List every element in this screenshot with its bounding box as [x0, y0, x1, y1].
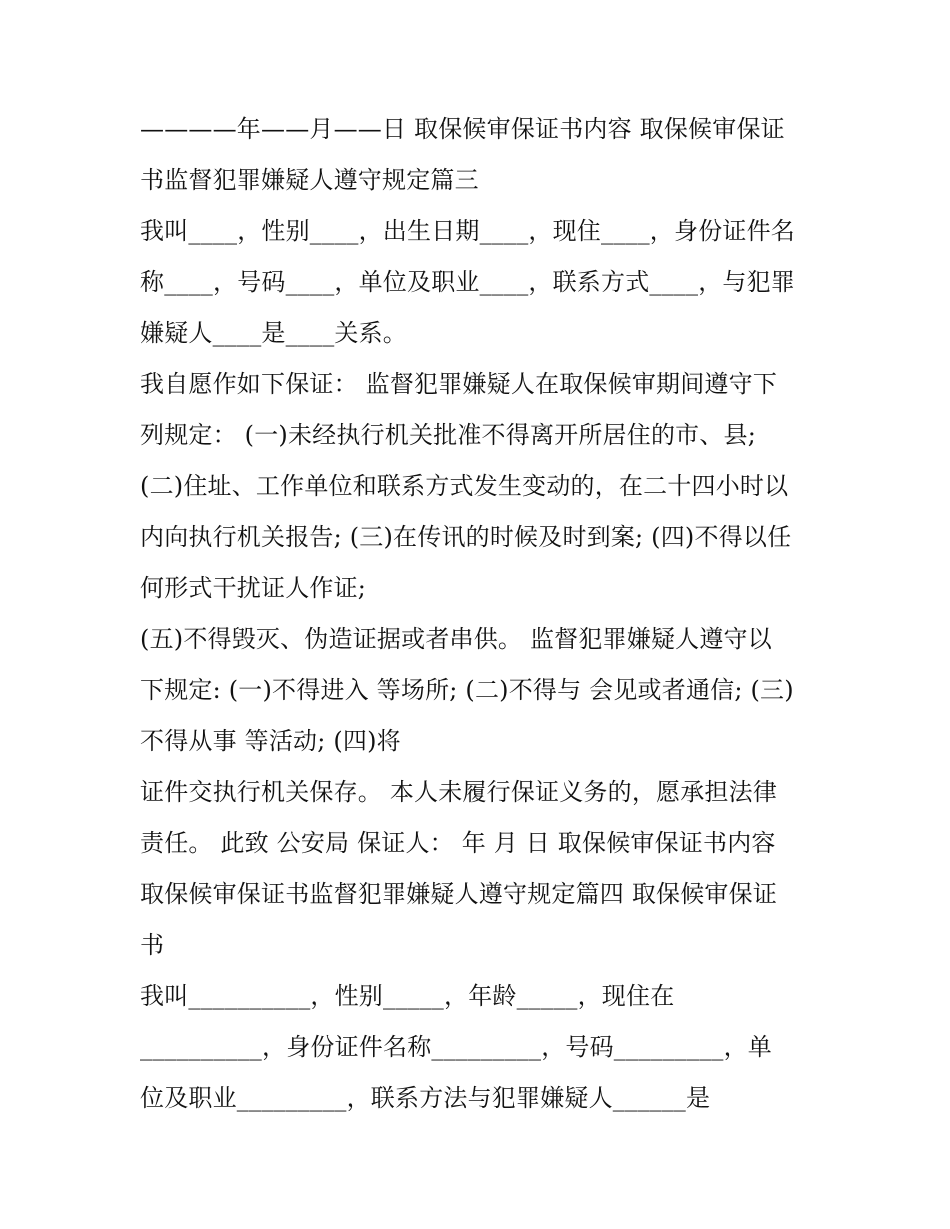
text-line: (五)不得毁灭、伪造证据或者串供。 监督犯罪嫌疑人遵守以 [140, 625, 772, 653]
text-line: 不得从事 等活动; (四)将 [140, 727, 401, 755]
text-line: 何形式干扰证人作证; [140, 574, 367, 602]
text-line: 位及职业_________，联系方法与犯罪嫌疑人______是 [140, 1084, 711, 1112]
text-line: __________，身份证件名称_________，号码_________，单 [140, 1033, 772, 1061]
text-line: 责任。 此致 公安局 保证人： 年 月 日 取保候审保证书内容 [140, 829, 776, 857]
document-page [140, 104, 820, 1124]
text-line: 列规定： (一)未经执行机关批准不得离开所居住的市、县; [140, 421, 757, 449]
text-line: 我叫__________，性别_____，年龄_____，现住在 [140, 982, 675, 1010]
text-line: ————年——月——日 取保候审保证书内容 取保候审保证 [140, 115, 785, 143]
text-line: 书 [140, 931, 165, 959]
text-line: 下规定: (一)不得进入 等场所; (二)不得与 会见或者通信; (三) [140, 676, 794, 704]
text-line: 嫌疑人____是____关系。 [140, 319, 407, 347]
text-line: 我叫____，性别____，出生日期____，现住____，身份证件名 [140, 217, 795, 245]
text-line: 称____，号码____，单位及职业____，联系方式____，与犯罪 [140, 268, 795, 296]
text-line: (二)住址、工作单位和联系方式发生变动的，在二十四小时以 [140, 472, 789, 500]
text-line: 证件交执行机关保存。 本人未履行保证义务的，愿承担法律 [140, 778, 778, 806]
text-line: 取保候审保证书监督犯罪嫌疑人遵守规定篇四 取保候审保证 [140, 880, 778, 908]
text-line: 书监督犯罪嫌疑人遵守规定篇三 [140, 166, 479, 194]
text-line: 我自愿作如下保证： 监督犯罪嫌疑人在取保候审期间遵守下 [140, 370, 778, 398]
text-line: 内向执行机关报告; (三)在传讯的时候及时到案; (四)不得以任 [140, 523, 792, 551]
